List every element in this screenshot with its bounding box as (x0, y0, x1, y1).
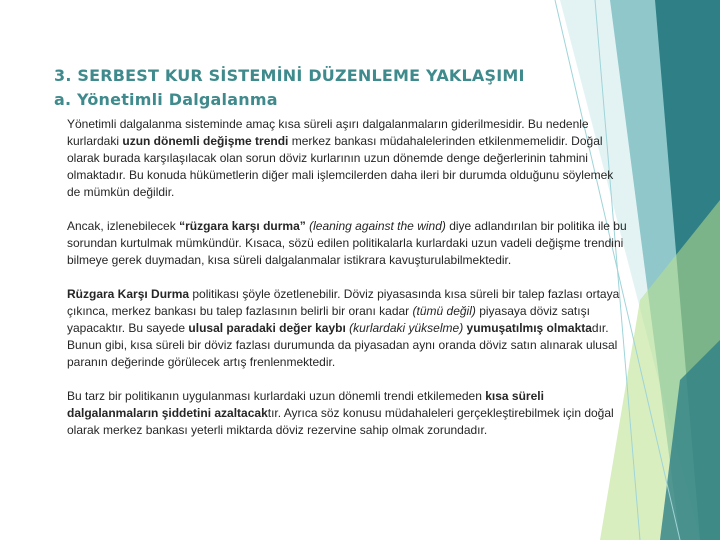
bold-text: Rüzgara Karşı Durma (67, 287, 190, 301)
body-paragraph (67, 218, 627, 269)
italic-text: (tümü değil) (412, 304, 476, 318)
bold-text: yumuşatılmış olmakta (466, 321, 592, 335)
slide-subtitle: a. Yönetimli Dalgalanma (54, 90, 278, 109)
paragraph-text: piyasaya döviz satışı yapacaktır. Bu sayede (67, 304, 590, 335)
paragraph-text: tır. Ayrıca söz konusu müdahaleleri gerçekleştirebilmek için doğal olarak merkez bankası yeterli miktarda döviz rezervine sahip olmak zorundadır. (67, 406, 614, 437)
paragraph-text: Yönetimli dalgalanma sisteminde amaç kısa süreli aşırı dalgalanmaların giderilmesidir. Bu nedenle kurlardaki (67, 117, 589, 148)
body-paragraph (67, 286, 627, 371)
italic-text: (kurlardaki yükselme) (349, 321, 464, 335)
bold-text: uzun dönemli değişme trendi (122, 134, 289, 148)
body-paragraph (67, 116, 627, 201)
italic-text: (leaning against the wind) (305, 219, 446, 233)
body-paragraph (67, 388, 627, 439)
slide-body (67, 116, 627, 456)
paragraph-text: dır. Bunun gibi, kısa süreli bir döviz fazlası durumunda da piyasadan aynı oranda döviz satın alınarak ulusal paranın değerinde görülecek artış frenlenmektedir. (67, 321, 618, 369)
bold-text: ulusal paradaki değer kaybı (188, 321, 346, 335)
paragraph-text: diye adlandırılan bir politika ile bu sorundan kurtulmak mümkündür. Kısaca, sözü edilen politikalarla kurlardaki uzun vadeli değişme trendini bilmeye gerek duymadan, kısa süreli dalgalanmalar istikrara kavuşturulabilmektedir. (67, 219, 627, 267)
bold-text: kısa süreli dalgalanmaların şiddetini azaltacak (67, 389, 544, 420)
paragraph-text: Bu tarz bir politikanın uygulanması kurlardaki uzun dönemli trendi etkilemeden (67, 389, 486, 403)
slide-title: 3. SERBEST KUR SİSTEMİNİ DÜZENLEME YAKLAŞIMI (54, 66, 525, 85)
bold-text: “rüzgara karşı durma” (179, 219, 306, 233)
paragraph-text: Ancak, izlenebilecek (67, 219, 180, 233)
paragraph-text: merkez bankası müdahalelerinden etkilenmemelidir. Doğal olarak burada karşılaşılacak olan sorun döviz kurlarının uzun dönemde denge değerlerinin tahmini olmaktadır. Bu konuda hükümetlerin diğer mali işlemcilerden daha ileri bir durumda olduğunu söylemek de mümkün değildir. (67, 134, 614, 199)
paragraph-text: politikası şöyle özetlenebilir. Döviz piyasasında kısa süreli bir talep fazlası ortaya çıkınca, merkez bankası bu talep fazlasının belirli bir oranı kadar (67, 287, 620, 318)
